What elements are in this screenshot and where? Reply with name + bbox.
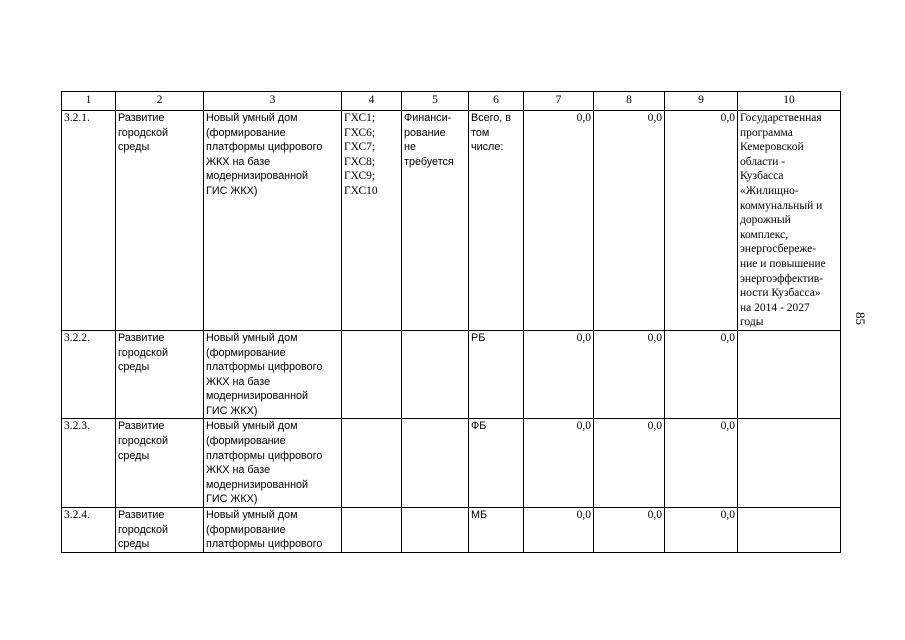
column-header: 4 [342, 92, 402, 111]
financing-cell [402, 508, 469, 553]
column-header: 7 [524, 92, 594, 111]
financing-cell [402, 330, 469, 419]
source-cell: Всего, в том числе: [469, 111, 524, 331]
table-row [62, 508, 841, 553]
table-row [62, 419, 841, 508]
project-cell: Новый умный дом (формирование платформы цифрового ЖКХ на базе модернизированной ГИС ЖКХ) [204, 111, 342, 331]
direction-cell: Развитие городской среды [116, 508, 204, 553]
program-cell [738, 330, 841, 419]
value-col7: 0,0 [524, 330, 594, 419]
source-cell: РБ [469, 330, 524, 419]
column-header: 5 [402, 92, 469, 111]
value-col7: 0,0 [524, 419, 594, 508]
value-col9: 0,0 [665, 111, 738, 331]
column-header: 9 [665, 92, 738, 111]
column-header: 10 [738, 92, 841, 111]
row-code: 3.2.1. [62, 111, 116, 331]
indicators-cell: ГХС1; ГХС6; ГХС7; ГХС8; ГХС9; ГХС10 [342, 111, 402, 331]
program-cell: Государственная программа Кемеровской области - Кузбасса «Жилищно- коммунальный и дорожный комплекс, энергосбереже- ние и повышение энергоэффектив- ности Кузбасса» на 2014 - 2027 годы [738, 111, 841, 331]
indicators-cell [342, 508, 402, 553]
column-header: 3 [204, 92, 342, 111]
row-code: 3.2.2. [62, 330, 116, 419]
budget-table [61, 91, 841, 553]
direction-cell: Развитие городской среды [116, 330, 204, 419]
page-number: 85 [853, 312, 868, 325]
row-code: 3.2.4. [62, 508, 116, 553]
project-cell: Новый умный дом (формирование платформы цифрового ЖКХ на базе модернизированной ГИС ЖКХ) [204, 419, 342, 508]
column-number-row [62, 92, 841, 111]
indicators-cell [342, 419, 402, 508]
program-cell [738, 419, 841, 508]
value-col8: 0,0 [594, 330, 665, 419]
project-cell: Новый умный дом (формирование платформы цифрового ЖКХ на базе модернизированной ГИС ЖКХ) [204, 330, 342, 419]
row-code: 3.2.3. [62, 419, 116, 508]
value-col8: 0,0 [594, 419, 665, 508]
value-col9: 0,0 [665, 330, 738, 419]
financing-cell [402, 419, 469, 508]
direction-cell: Развитие городской среды [116, 419, 204, 508]
table-row [62, 111, 841, 331]
value-col9: 0,0 [665, 419, 738, 508]
column-header: 2 [116, 92, 204, 111]
table-row [62, 330, 841, 419]
value-col7: 0,0 [524, 111, 594, 331]
source-cell: МБ [469, 508, 524, 553]
value-col7: 0,0 [524, 508, 594, 553]
program-cell [738, 508, 841, 553]
column-header: 8 [594, 92, 665, 111]
column-header: 6 [469, 92, 524, 111]
direction-cell: Развитие городской среды [116, 111, 204, 331]
value-col9: 0,0 [665, 508, 738, 553]
value-col8: 0,0 [594, 111, 665, 331]
indicators-cell [342, 330, 402, 419]
financing-cell: Финанси- рование не требуется [402, 111, 469, 331]
source-cell: ФБ [469, 419, 524, 508]
column-header: 1 [62, 92, 116, 111]
value-col8: 0,0 [594, 508, 665, 553]
project-cell: Новый умный дом (формирование платформы цифрового [204, 508, 342, 553]
